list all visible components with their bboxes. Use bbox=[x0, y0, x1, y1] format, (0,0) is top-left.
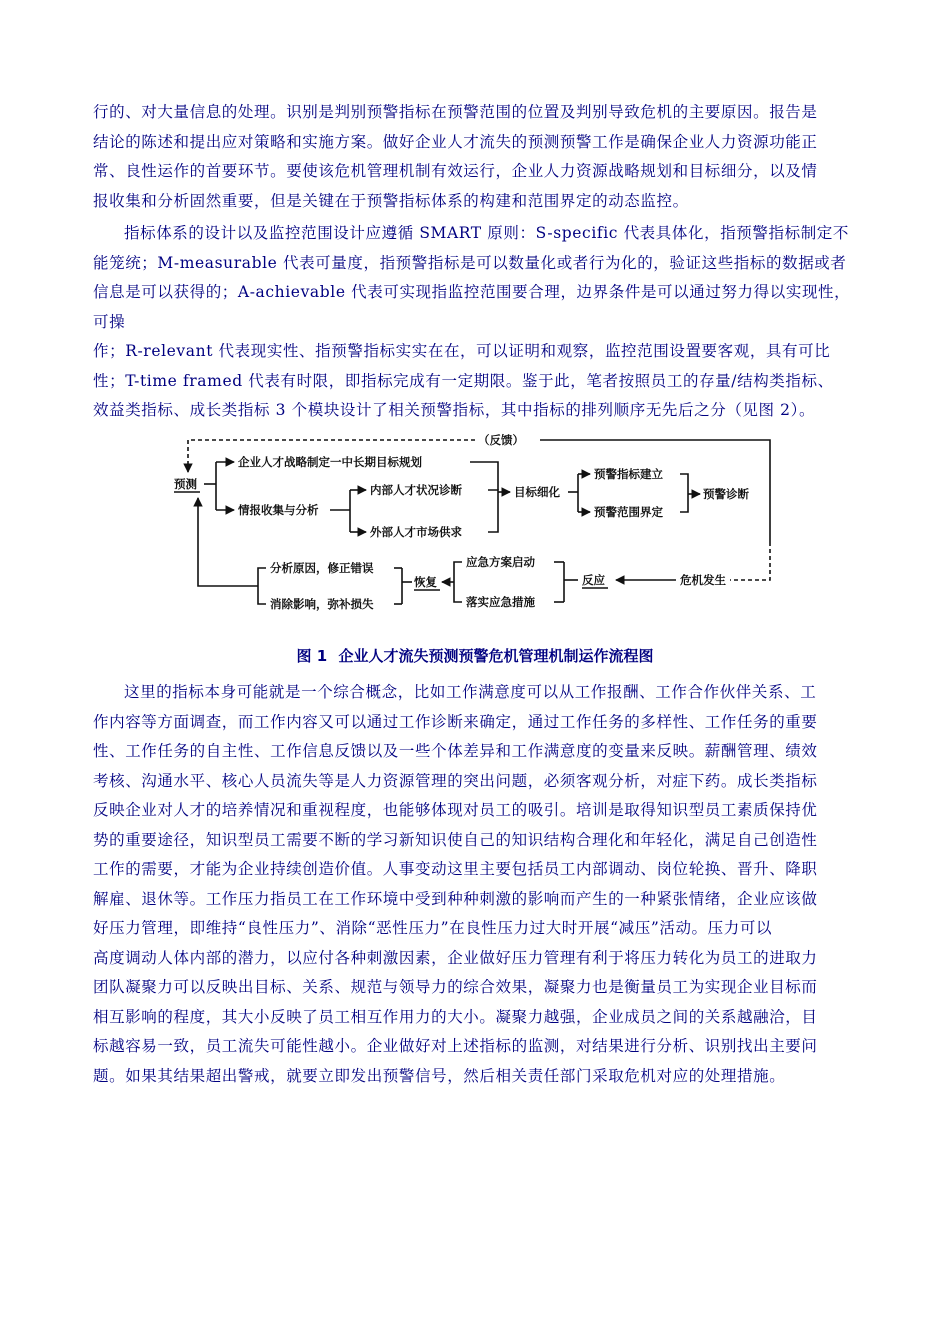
node-response: 反应 bbox=[582, 573, 605, 587]
crisis-dashed-line bbox=[730, 542, 770, 580]
text-line: 报收集和分析固然重要，但是关键在于预警指标体系的构建和范围界定的动态监控。 bbox=[93, 191, 689, 210]
node-diagnosis: 预警诊断 bbox=[703, 487, 749, 501]
merge-bracket bbox=[488, 490, 498, 532]
text-line: 这里的指标本身可能就是一个综合概念，比如工作满意度可以从工作报酬、工作合作伙伴关系、工 bbox=[124, 683, 817, 701]
node-target: 目标细化 bbox=[514, 485, 560, 499]
caption-number: 图 1 bbox=[296, 647, 328, 665]
text-line: 性；T-time framed 代表有时限，即指标完成有一定期限。鉴于此，笔者按照员工的存量/结构类指标、 bbox=[93, 371, 834, 390]
feedback-label: （反馈） bbox=[478, 433, 524, 447]
paragraph-3 bbox=[93, 678, 868, 1091]
text-line: 高度调动人体内部的潜力，以应付各种刺激因素，企业做好压力管理有利于将压力转化为员工的进取力 bbox=[93, 948, 818, 967]
text-line: 能笼统；M-measurable 代表可量度，指预警指标是可以数量化或者行为化的，验证这些指标的数据或者 bbox=[93, 253, 847, 272]
node-range-define: 预警范围界定 bbox=[594, 505, 663, 519]
text-line: 好压力管理，即维持“良性压力”、消除“恶性压力”在良性压力过大时开展“减压”活动。压力可以 bbox=[93, 919, 773, 937]
node-measures: 落实应急措施 bbox=[466, 595, 535, 609]
text-line: 题。如果其结果超出警戒，就要立即发出预警信号，然后相关责任部门采取危机对应的处理措施。 bbox=[93, 1066, 786, 1085]
text-line: 作内容等方面调查，而工作内容又可以通过工作诊断来确定，通过工作任务的多样性、工作任务的重要 bbox=[93, 712, 818, 731]
text-line: 标越容易一致，员工流失可能性越小。企业做好对上述指标的监测，对结果进行分析、识别找出主要问 bbox=[93, 1037, 818, 1055]
text-line: 作；R-relevant 代表现实性、指预警指标实实在在，可以证明和观察，监控范围设置要客观，具有可比 bbox=[93, 342, 831, 360]
text-line: 性、工作任务的自主性、工作信息反馈以及一些个体差异和工作满意度的变量来反映。薪酬管理、绩效 bbox=[93, 742, 818, 760]
node-external: 外部人才市场供求 bbox=[370, 525, 462, 539]
node-internal: 内部人才状况诊断 bbox=[370, 483, 462, 497]
bracket-analyze bbox=[258, 568, 266, 604]
text-line: 行的、对大量信息的处理。识别是判别预警指标在预警范围的位置及判别导致危机的主要原因。报告是 bbox=[93, 103, 818, 121]
text-line: 常、良性运作的首要环节。要使该危机管理机制有效运行，企业人力资源战略规划和目标细分，以及情 bbox=[93, 162, 818, 180]
text-line: 相互影响的程度，其大小反映了员工相互作用力的大小。凝聚力越强，企业成员之间的关系越融洽，目 bbox=[93, 1007, 818, 1026]
node-predict: 预测 bbox=[174, 477, 197, 491]
caption-title: 企业人才流失预测预警危机管理机制运作流程图 bbox=[338, 647, 654, 665]
text-line: 反映企业对人才的培养情况和重视程度，也能够体现对员工的吸引。培训是取得知识型员工素质保持优 bbox=[93, 801, 818, 819]
text-line: 解雇、退休等。工作压力指员工在工作环境中受到种种刺激的影响而产生的一种紧张情绪，企业应该做 bbox=[93, 889, 818, 908]
node-plan-start: 应急方案启动 bbox=[466, 555, 535, 569]
text-line: 可操 bbox=[93, 312, 126, 331]
paragraph-1 bbox=[93, 98, 868, 216]
text-line: 效益类指标、成长类指标 3 个模块设计了相关预警指标，其中指标的排列顺序无先后之分（见图 2）。 bbox=[93, 401, 816, 419]
bracket-top-strategy bbox=[470, 462, 498, 490]
merge-bracket-2 bbox=[680, 474, 688, 512]
text-line: 工作的需要，才能为企业持续创造价值。人事变动这里主要包括员工内部调动、岗位轮换、晋升、降职 bbox=[93, 860, 818, 878]
node-strategy: 企业人才战略制定一中长期目标规划 bbox=[238, 455, 422, 469]
node-analyze: 分析原因，修正错误 bbox=[270, 561, 374, 575]
text-line: 考核、沟通水平、核心人员流失等是人力资源管理的突出问题，必须客观分析，对症下药。成长类指标 bbox=[93, 771, 818, 790]
node-crisis: 危机发生 bbox=[680, 573, 726, 587]
text-line: 信息是可以获得的；A-achievable 代表可实现指监控范围要合理，边界条件是可以通过努力得以实现性， bbox=[93, 283, 851, 301]
node-info-collect: 情报收集与分析 bbox=[238, 503, 319, 517]
node-eliminate: 消除影响，弥补损失 bbox=[270, 597, 374, 611]
text-line: 势的重要途径，知识型员工需要不断的学习新知识使自己的知识结构合理化和年轻化，满足自己创造性 bbox=[93, 830, 818, 849]
node-recover: 恢复 bbox=[414, 575, 437, 589]
node-indicator-build: 预警指标建立 bbox=[594, 467, 663, 481]
text-line: 团队凝聚力可以反映出目标、关系、规范与领导力的综合效果，凝聚力也是衡量员工为实现企业目标而 bbox=[93, 978, 818, 996]
figure-caption bbox=[0, 645, 950, 666]
text-line: 结论的陈述和提出应对策略和实施方案。做好企业人才流失的预测预警工作是确保企业人力资源功能正 bbox=[93, 132, 818, 151]
paragraph-2 bbox=[93, 219, 868, 426]
bracket-plan bbox=[454, 562, 462, 602]
flowchart-diagram bbox=[170, 432, 780, 622]
text-line: 指标体系的设计以及监控范围设计应遵循 SMART 原则：S-specific 代表具体化，指预警指标制定不 bbox=[124, 224, 849, 242]
